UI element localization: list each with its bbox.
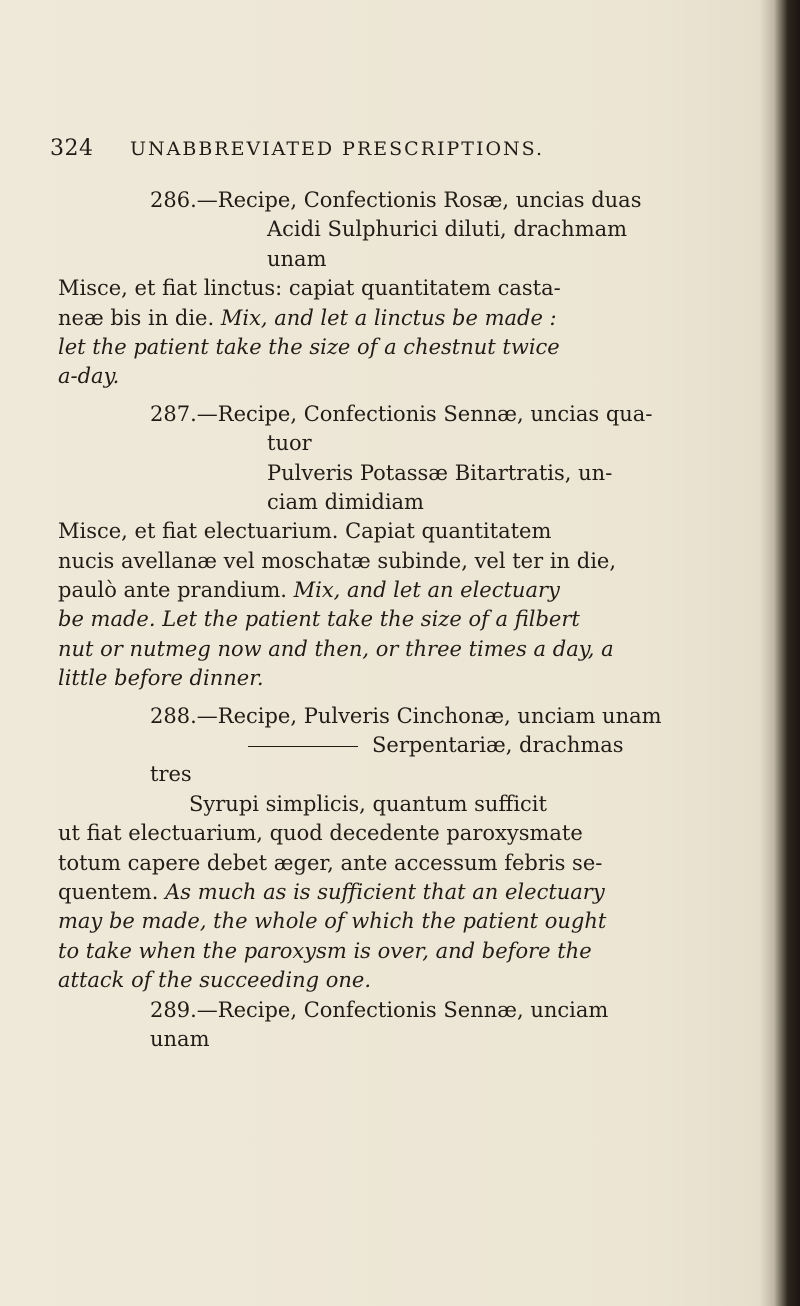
english-translation: little before dinner. — [58, 666, 264, 691]
text-line: totum capere debet æger, ante accessum febris se- — [58, 850, 603, 875]
ditto-rule — [248, 746, 358, 747]
english-translation: As much as is sufficient that an electuary — [165, 879, 605, 904]
english-translation: be made. Let the patient take the size of a filbert — [58, 607, 580, 632]
text-line: ut fiat electuarium, quod decedente paroxysmate — [58, 821, 583, 846]
page-gutter-shadow — [760, 0, 800, 1306]
text-line: Misce, et fiat electuarium. Capiat quantitatem — [58, 519, 552, 544]
english-translation: a-day. — [58, 364, 120, 389]
text-line: ciam dimidiam — [267, 489, 424, 514]
english-translation: may be made, the whole of which the patient ought — [58, 909, 607, 934]
text-line: unam — [150, 1026, 210, 1051]
body-text — [58, 186, 758, 1054]
text-line: 289.—Recipe, Confectionis Sennæ, unciam — [150, 997, 609, 1022]
running-title: UNABBREVIATED PRESCRIPTIONS. — [130, 138, 545, 160]
text-line: Misce, et fiat linctus: capiat quantitatem casta- — [58, 276, 561, 301]
text-line: Pulveris Potassæ Bitartratis, un- — [267, 460, 613, 485]
text-line: Acidi Sulphurici diluti, drachmam — [267, 217, 628, 242]
text-line: tres — [150, 762, 192, 787]
text-line: 286.—Recipe, Confectionis Rosæ, uncias duas — [150, 188, 642, 212]
latin-text: neæ bis in die. — [58, 305, 215, 330]
english-translation: Mix, and let a linctus be made : — [220, 305, 557, 330]
english-translation: attack of the succeeding one. — [58, 968, 371, 993]
text-line: Syrupi simplicis, quantum sufficit — [189, 791, 547, 816]
text-line: unam — [267, 246, 327, 271]
text-line: 288.—Recipe, Pulveris Cinchonæ, unciam unam — [150, 703, 662, 728]
latin-text: quentem. — [58, 879, 159, 904]
english-translation: Mix, and let an electuary — [293, 578, 560, 603]
english-translation: nut or nutmeg now and then, or three times a day, a — [58, 636, 614, 661]
english-translation: to take when the paroxysm is over, and before the — [58, 938, 592, 963]
line-text: Serpentariæ, drachmas — [372, 733, 624, 758]
text-line: nucis avellanæ vel moschatæ subinde, vel ter in die, — [58, 548, 617, 573]
latin-text: paulò ante prandium. — [58, 578, 287, 603]
english-translation: let the patient take the size of a chestnut twice — [58, 334, 560, 359]
text-line: 287.—Recipe, Confectionis Sennæ, uncias qua- — [150, 401, 653, 426]
page-number: 324 — [50, 136, 94, 161]
text-line — [58, 878, 758, 907]
text-line — [58, 731, 758, 760]
text-line — [58, 576, 758, 605]
text-line: tuor — [267, 431, 312, 456]
text-line — [58, 304, 758, 333]
